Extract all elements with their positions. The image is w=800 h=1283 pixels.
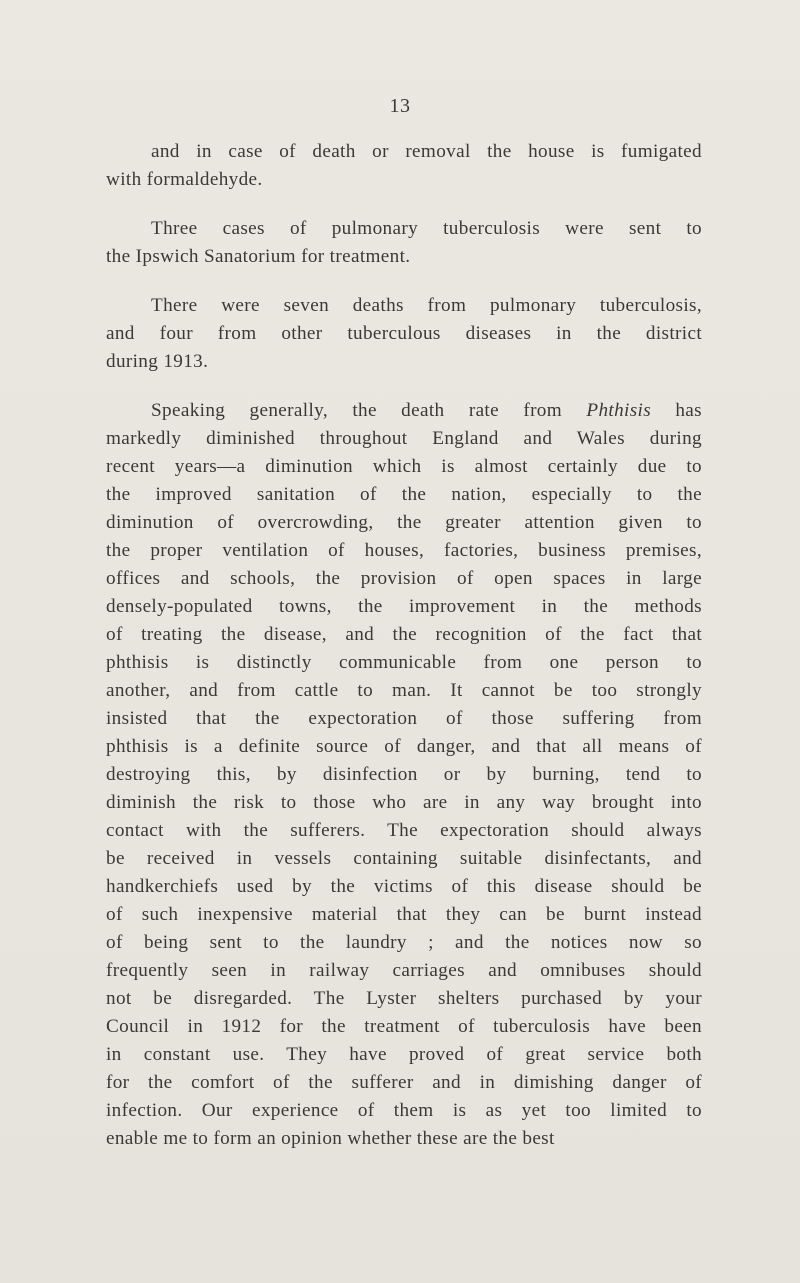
text-line: insisted that the expectoration of those suffering from: [106, 708, 702, 729]
text-line: Three cases of pulmonary tuberculosis were sent to: [151, 218, 702, 239]
text-line: diminish the risk to those who are in any way brought into: [106, 792, 702, 813]
text-line: densely-populated towns, the improvement in the methods: [106, 596, 702, 617]
text-line: and in case of death or removal the house is fumigated: [151, 141, 702, 162]
text-line: the proper ventilation of houses, factories, business premises,: [106, 540, 702, 561]
text-line: diminution of overcrowding, the greater attention given to: [106, 512, 702, 533]
body-text: [106, 138, 702, 1174]
text-line: Speaking generally, the death rate from Phthisis has: [151, 400, 702, 421]
text-line: phthisis is a definite source of danger, and that all means of: [106, 736, 702, 757]
text-line: of treating the disease, and the recognition of the fact that: [106, 624, 702, 645]
emphasis-text: Phthisis: [586, 400, 652, 421]
paragraph: [106, 397, 702, 1153]
text-line: recent years—a diminution which is almost certainly due to: [106, 456, 702, 477]
text-line: enable me to form an opinion whether these are the best: [106, 1128, 555, 1149]
text-line: There were seven deaths from pulmonary tuberculosis,: [151, 295, 702, 316]
paragraph: [106, 215, 702, 271]
text-line: of being sent to the laundry ; and the notices now so: [106, 932, 702, 953]
text-line: phthisis is distinctly communicable from one person to: [106, 652, 702, 673]
text-line: be received in vessels containing suitable disinfectants, and: [106, 848, 702, 869]
text-line: the Ipswich Sanatorium for treatment.: [106, 246, 411, 267]
text-line: of such inexpensive material that they can be burnt instead: [106, 904, 702, 925]
text-line: Council in 1912 for the treatment of tuberculosis have been: [106, 1016, 702, 1037]
text-line: and four from other tuberculous diseases in the district: [106, 323, 702, 344]
text-line: handkerchiefs used by the victims of this disease should be: [106, 876, 702, 897]
text-line: with formaldehyde.: [106, 169, 263, 190]
page-number: 13: [389, 95, 411, 117]
text-line: not be disregarded. The Lyster shelters purchased by your: [106, 988, 702, 1009]
text-line: markedly diminished throughout England and Wales during: [106, 428, 702, 449]
text-line: contact with the sufferers. The expectoration should always: [106, 820, 702, 841]
text-line: offices and schools, the provision of open spaces in large: [106, 568, 702, 589]
text-line: destroying this, by disinfection or by burning, tend to: [106, 764, 702, 785]
paragraph: [106, 292, 702, 376]
text-line: infection. Our experience of them is as yet too limited to: [106, 1100, 702, 1121]
text-line: in constant use. They have proved of great service both: [106, 1044, 702, 1065]
text-line: during 1913.: [106, 351, 209, 372]
text-line: the improved sanitation of the nation, especially to the: [106, 484, 702, 505]
text-line: frequently seen in railway carriages and omnibuses should: [106, 960, 702, 981]
text-line: for the comfort of the sufferer and in dimishing danger of: [106, 1072, 702, 1093]
text-line: another, and from cattle to man. It cannot be too strongly: [106, 680, 702, 701]
paragraph: [106, 138, 702, 194]
